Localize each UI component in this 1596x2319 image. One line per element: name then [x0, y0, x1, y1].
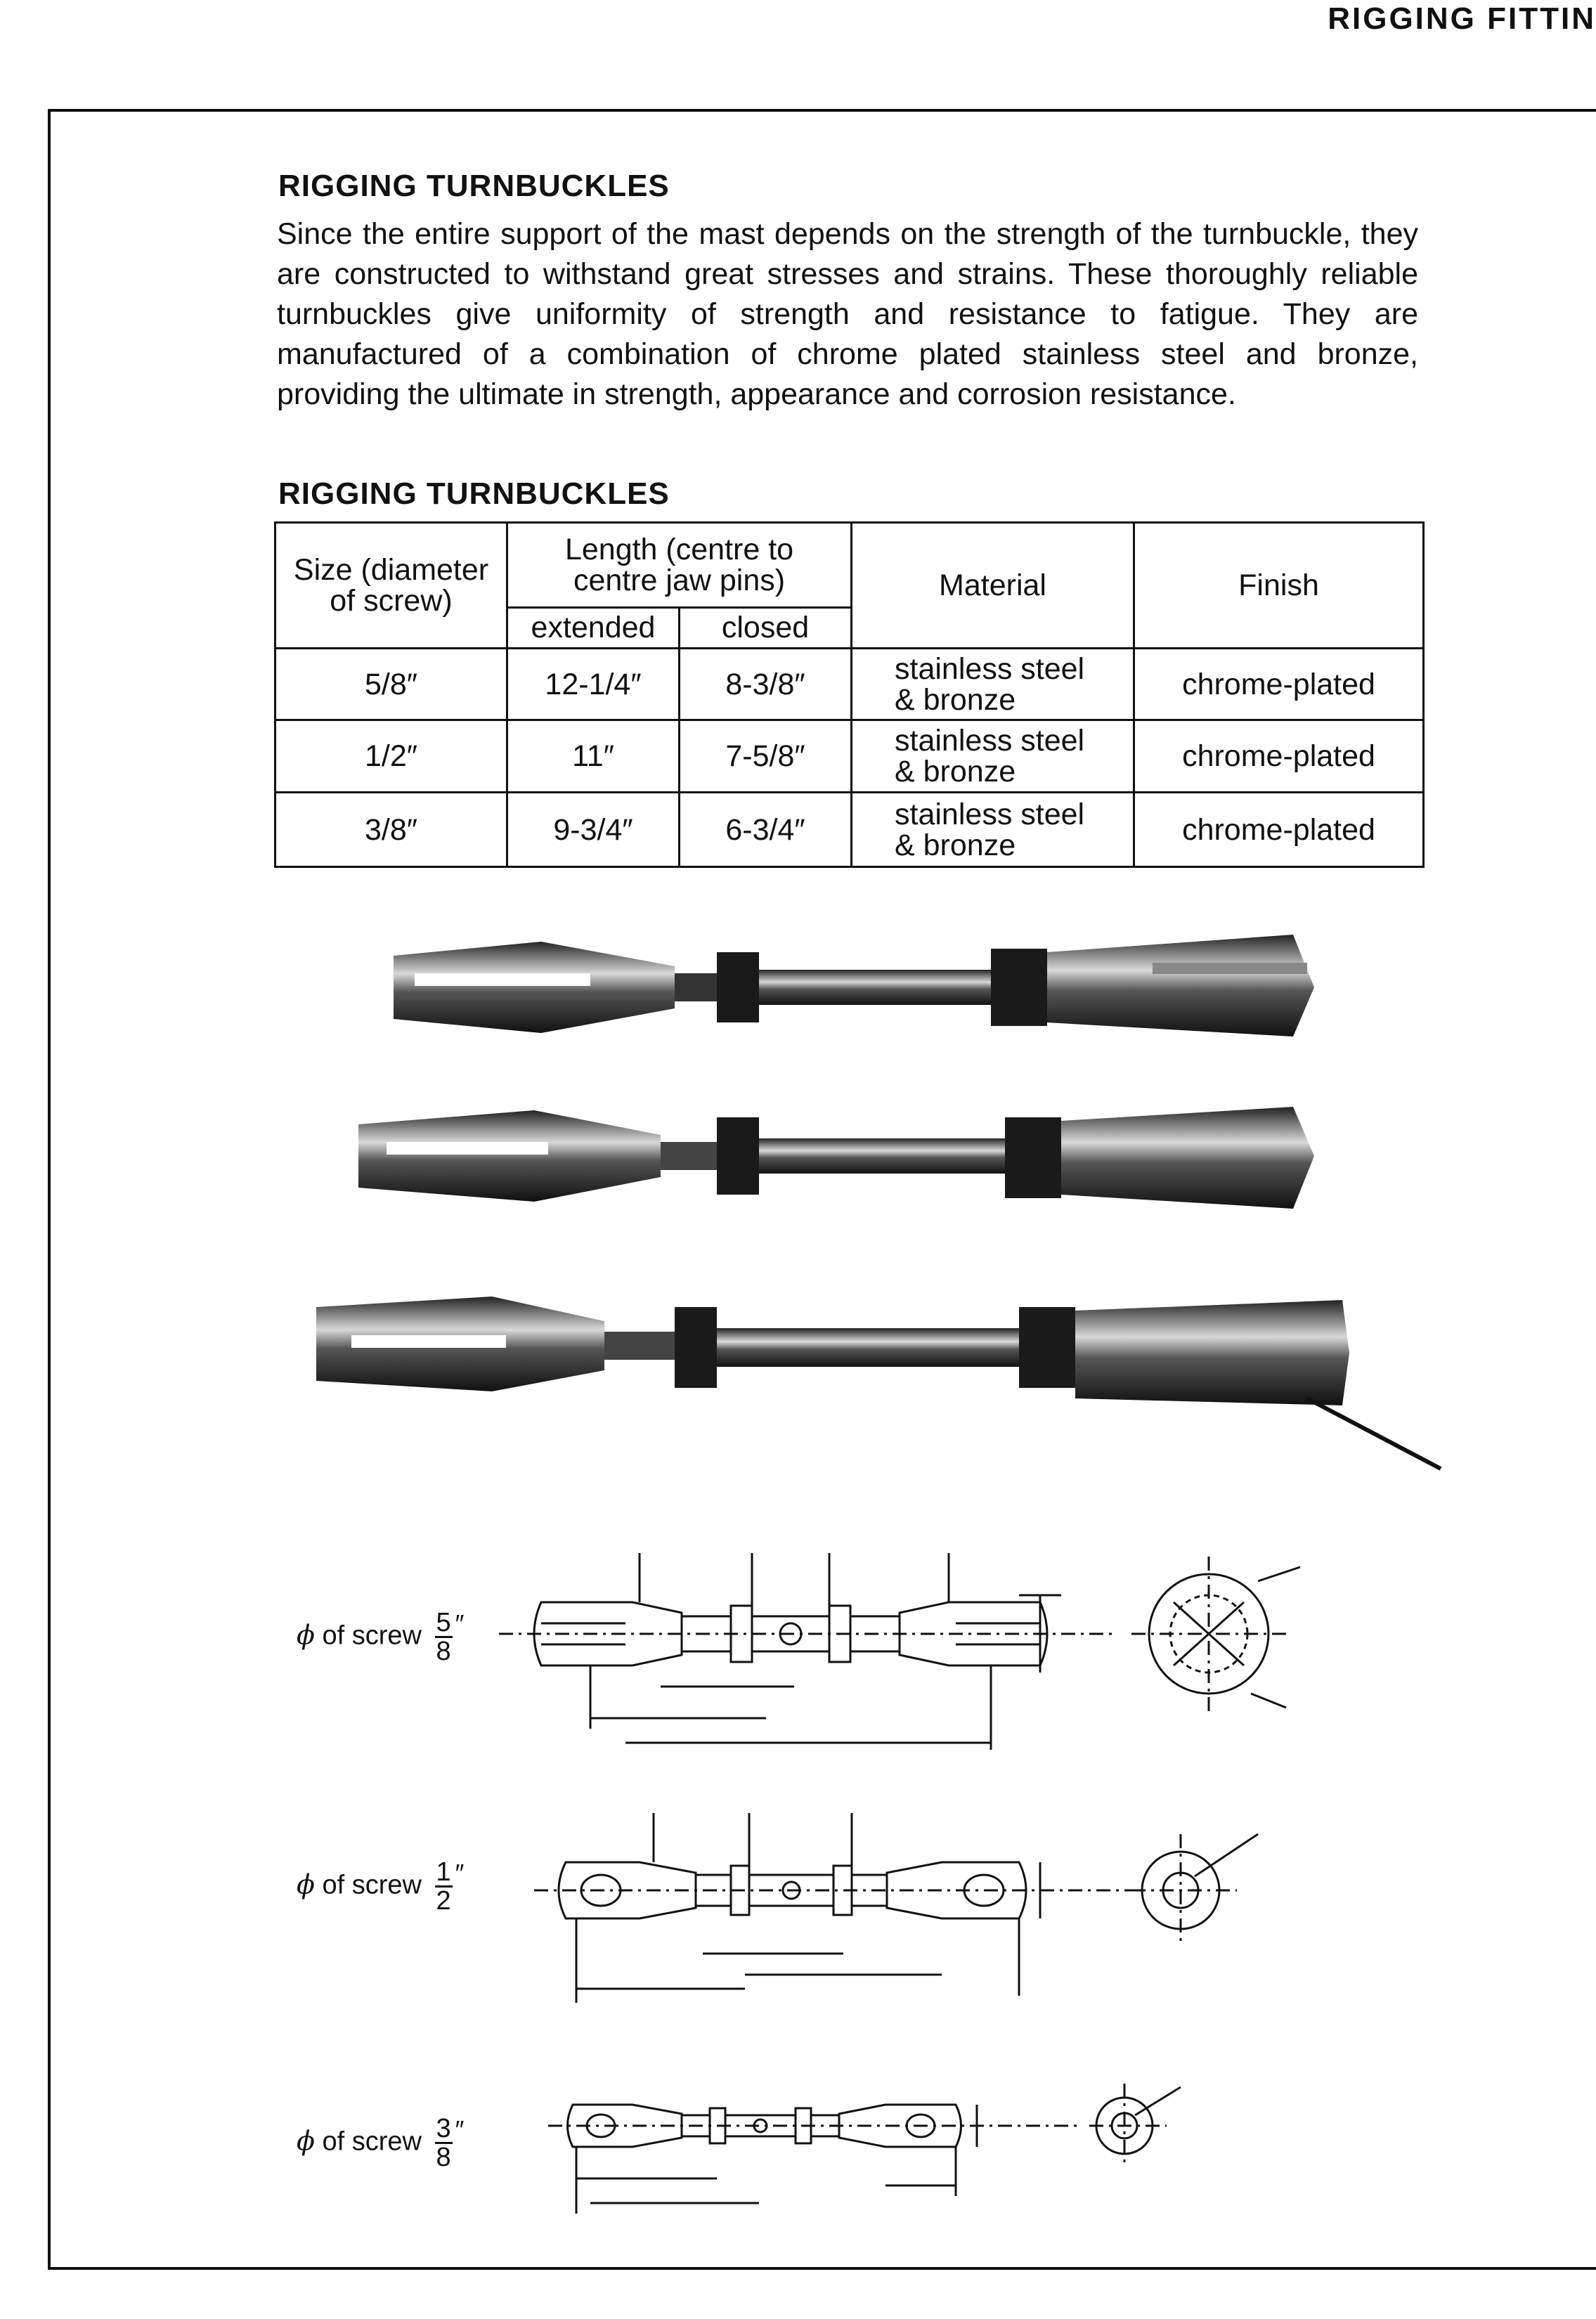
- cell-extended: 12-1/4″: [507, 648, 680, 720]
- table-row: [275, 793, 1424, 867]
- cell-extended: 9-3/4″: [507, 793, 680, 867]
- cell-material: stainless steel & bronze: [852, 648, 1134, 720]
- table-caption: RIGGING TURNBUCKLES: [278, 476, 670, 511]
- header-size: Size (diameter of screw): [275, 523, 507, 649]
- cell-material: stainless steel & bronze: [852, 720, 1134, 793]
- page-header-title: RIGGING FITTIN: [1328, 1, 1596, 36]
- cell-closed: 6-3/4″: [680, 793, 852, 867]
- cell-closed: 8-3/8″: [680, 648, 852, 720]
- cell-closed: 7-5/8″: [680, 720, 852, 793]
- cell-extended: 11″: [507, 720, 680, 793]
- cell-size: 5/8″: [275, 648, 507, 720]
- turnbuckle-photo-small: [316, 1297, 1441, 1469]
- turnbuckle-technical-drawing: [534, 1785, 1321, 2017]
- drawing-label-3-8: ϕ of screw $\frac{3}{8}$ ″: [297, 2114, 465, 2172]
- header-material: Material: [852, 523, 1134, 649]
- cell-finish: chrome-plated: [1134, 720, 1424, 793]
- turnbuckle-spec-table: [274, 521, 1425, 868]
- drawing-label-1-2: ϕ of screw $\frac{1}{2}$ ″: [297, 1857, 465, 1916]
- turnbuckle-photo: [309, 914, 1462, 1490]
- table-header-row: [275, 523, 1424, 608]
- cell-finish: chrome-plated: [1134, 793, 1424, 867]
- table-row: [275, 648, 1424, 720]
- turnbuckle-technical-drawing: [548, 2045, 1307, 2228]
- header-finish: Finish: [1134, 523, 1424, 649]
- turnbuckle-photo-medium: [358, 1107, 1314, 1209]
- header-closed: closed: [680, 608, 852, 649]
- header-extended: extended: [507, 608, 680, 649]
- turnbuckle-photo-large: [394, 935, 1314, 1037]
- cell-size: 3/8″: [275, 793, 507, 867]
- section-heading: RIGGING TURNBUCKLES: [278, 169, 670, 203]
- cell-size: 1/2″: [275, 720, 507, 793]
- turnbuckle-technical-drawing: [499, 1525, 1342, 1757]
- intro-paragraph: Since the entire support of the mast depends on the strength of the turnbuckle, they are constructed to withstand great stresses and strains. These thoroughly reliable turnbuckles give uniformity of strength and resistance to fatigue. They are manufactured of a combination of chrome plated stainless steel and bronze, providing the ultimate in strength, appearance and corrosion resistance.: [277, 217, 1418, 411]
- cell-material: stainless steel & bronze: [852, 793, 1134, 867]
- drawing-label-5-8: ϕ of screw $\frac{5}{8}$ ″: [297, 1608, 465, 1666]
- cell-finish: chrome-plated: [1134, 648, 1424, 720]
- table-row: [275, 720, 1424, 793]
- header-length: Length (centre to centre jaw pins): [507, 523, 852, 608]
